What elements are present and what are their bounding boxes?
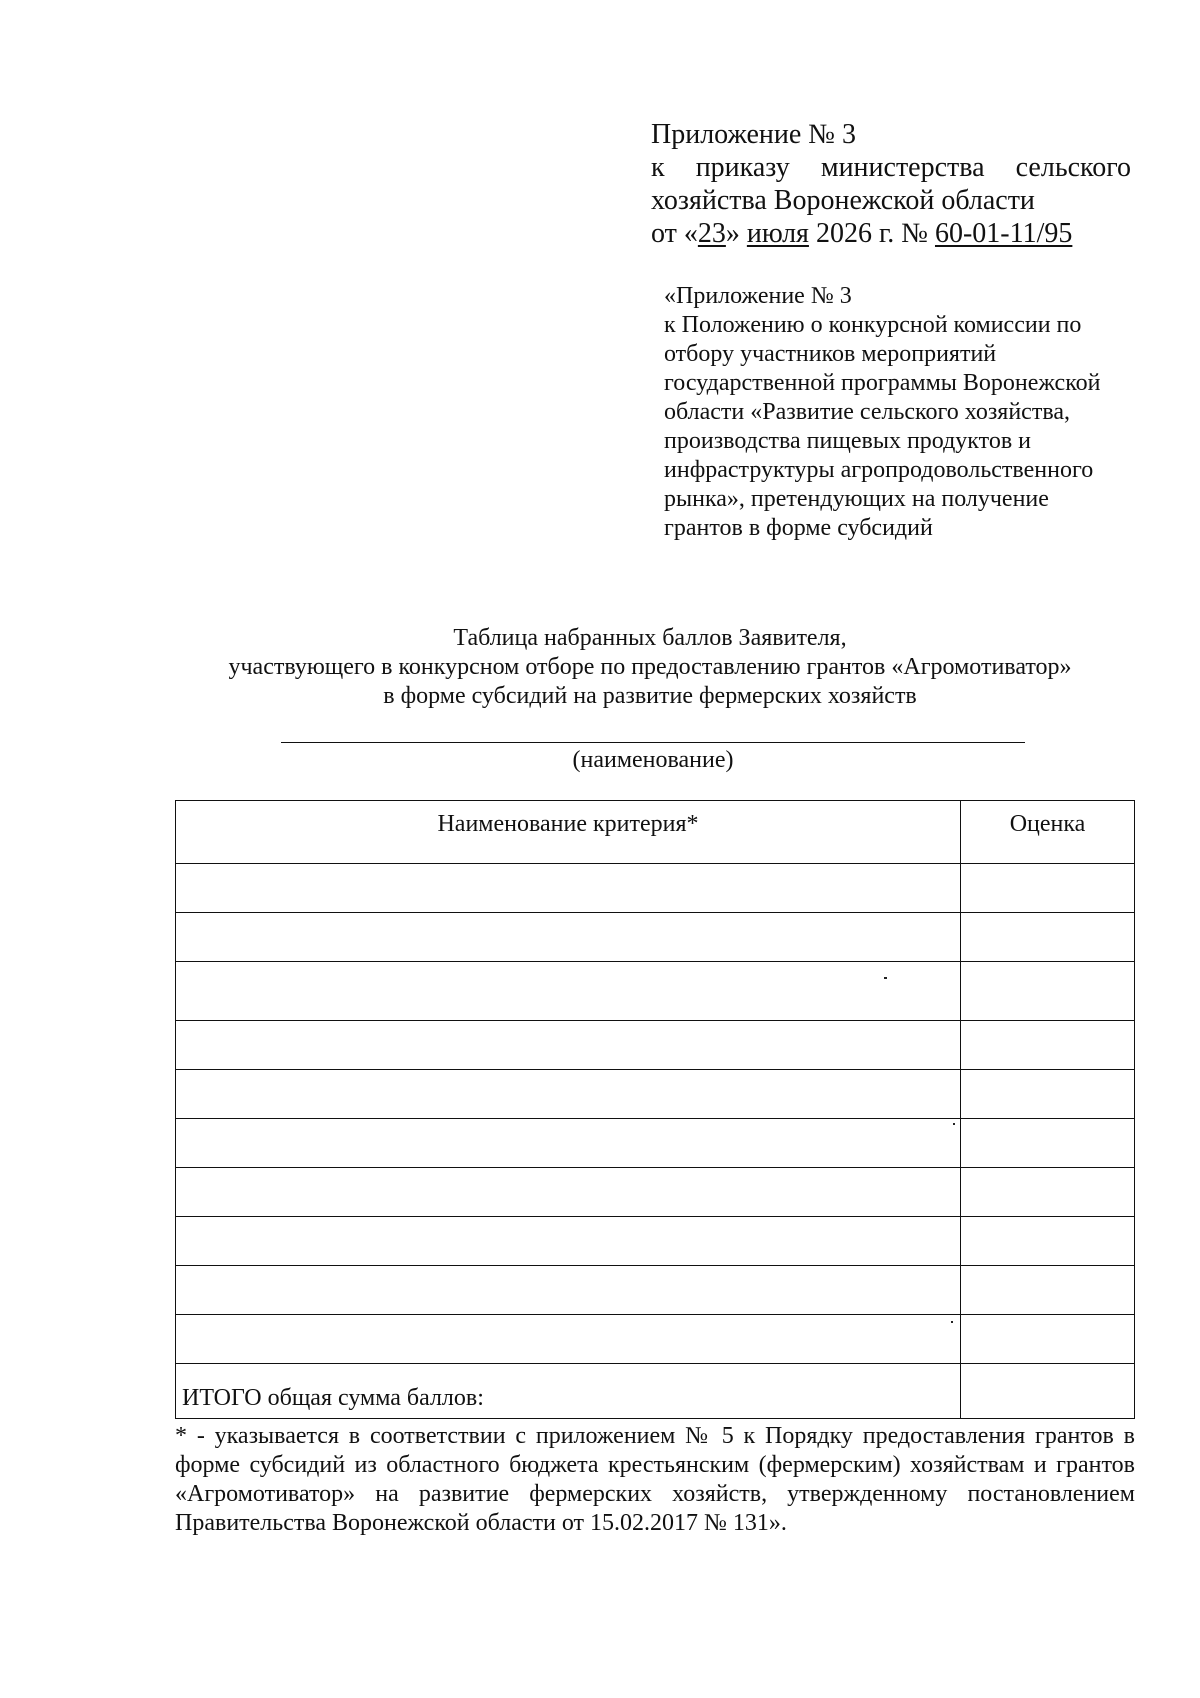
footnote-line: Правительства Воронежской области от 15.02.2017 № 131». <box>175 1510 787 1536</box>
order-ministry-line: хозяйства Воронежской области <box>651 185 1035 216</box>
criterion-name-header: Наименование критерия* <box>176 801 961 864</box>
criterion-cell <box>176 1266 961 1315</box>
scan-speck <box>953 1123 955 1125</box>
score-cell <box>961 1266 1135 1315</box>
total-row <box>176 1364 1135 1419</box>
order-reference-line: к приказу министерства сельского <box>651 152 1131 183</box>
regulation-line: государственной программы Воронежской <box>664 370 1101 396</box>
criterion-cell <box>176 1217 961 1266</box>
regulation-line: рынка», претендующих на получение <box>664 486 1049 512</box>
criterion-cell <box>176 1119 961 1168</box>
regulation-attachment-header <box>664 282 1134 543</box>
score-cell <box>961 1217 1135 1266</box>
score-cell <box>961 1119 1135 1168</box>
score-header: Оценка <box>961 801 1135 864</box>
criterion-cell <box>176 864 961 913</box>
table-row <box>176 1168 1135 1217</box>
title-line: Таблица набранных баллов Заявителя, <box>453 625 847 651</box>
title-line: в форме субсидий на развитие фермерских хозяйств <box>383 683 917 709</box>
criterion-cell <box>176 1315 961 1364</box>
criterion-cell <box>176 1021 961 1070</box>
table-row <box>176 1119 1135 1168</box>
footnote <box>175 1422 1135 1538</box>
scan-speck <box>951 1321 953 1323</box>
order-date-suffix: 2026 г. № <box>808 218 935 249</box>
score-table <box>175 800 1135 1419</box>
score-cell <box>961 1070 1135 1119</box>
regulation-line: грантов в форме субсидий <box>664 515 933 541</box>
criterion-cell <box>176 1168 961 1217</box>
score-cell <box>961 913 1135 962</box>
criterion-cell <box>176 1070 961 1119</box>
document-title <box>160 624 1140 711</box>
order-number: 60-01-11/95 <box>934 218 1073 249</box>
table-row <box>176 1070 1135 1119</box>
table-row <box>176 864 1135 913</box>
order-date-prefix: от « <box>651 218 698 249</box>
table-row <box>176 1266 1135 1315</box>
score-cell <box>961 1168 1135 1217</box>
table-row <box>176 1217 1135 1266</box>
total-score-cell <box>961 1364 1135 1419</box>
score-cell <box>961 962 1135 1021</box>
scan-speck <box>884 977 887 979</box>
order-attachment-header <box>651 118 1131 250</box>
footnote-line: форме субсидий из областного бюджета крестьянским (фермерским) хозяйствам и грантов <box>175 1452 1135 1478</box>
table-header-row <box>176 801 1135 864</box>
score-cell <box>961 1315 1135 1364</box>
order-month: июля <box>746 218 809 249</box>
regulation-line: производства пищевых продуктов и <box>664 428 1031 454</box>
score-cell <box>961 864 1135 913</box>
order-attachment-number: Приложение № 3 <box>651 119 856 150</box>
regulation-line: «Приложение № 3 <box>664 283 852 309</box>
regulation-line: области «Развитие сельского хозяйства, <box>664 399 1070 425</box>
score-cell <box>961 1021 1135 1070</box>
order-day: 23 <box>697 218 726 249</box>
order-date-mid: » <box>725 218 747 249</box>
table-row <box>176 1021 1135 1070</box>
order-date-line <box>651 217 1131 250</box>
table-row <box>176 962 1135 1021</box>
regulation-line: инфраструктуры агропродовольственного <box>664 457 1094 483</box>
regulation-line: к Положению о конкурсной комиссии по <box>664 312 1082 338</box>
title-line: участвующего в конкурсном отборе по предоставлению грантов «Агромотиватор» <box>228 654 1072 680</box>
applicant-name-blank-line <box>281 742 1025 743</box>
table-row <box>176 913 1135 962</box>
table-row <box>176 1315 1135 1364</box>
criterion-cell <box>176 962 961 1021</box>
applicant-name-caption: (наименование) <box>572 747 734 773</box>
total-label: ИТОГО общая сумма баллов: <box>176 1364 961 1419</box>
footnote-line: «Агромотиватор» на развитие фермерских хозяйств, утвержденному постановлением <box>175 1481 1135 1507</box>
regulation-line: отбору участников мероприятий <box>664 341 997 367</box>
footnote-line: * - указывается в соответствии с приложением № 5 к Порядку предоставления грантов в <box>175 1423 1135 1449</box>
criterion-cell <box>176 913 961 962</box>
